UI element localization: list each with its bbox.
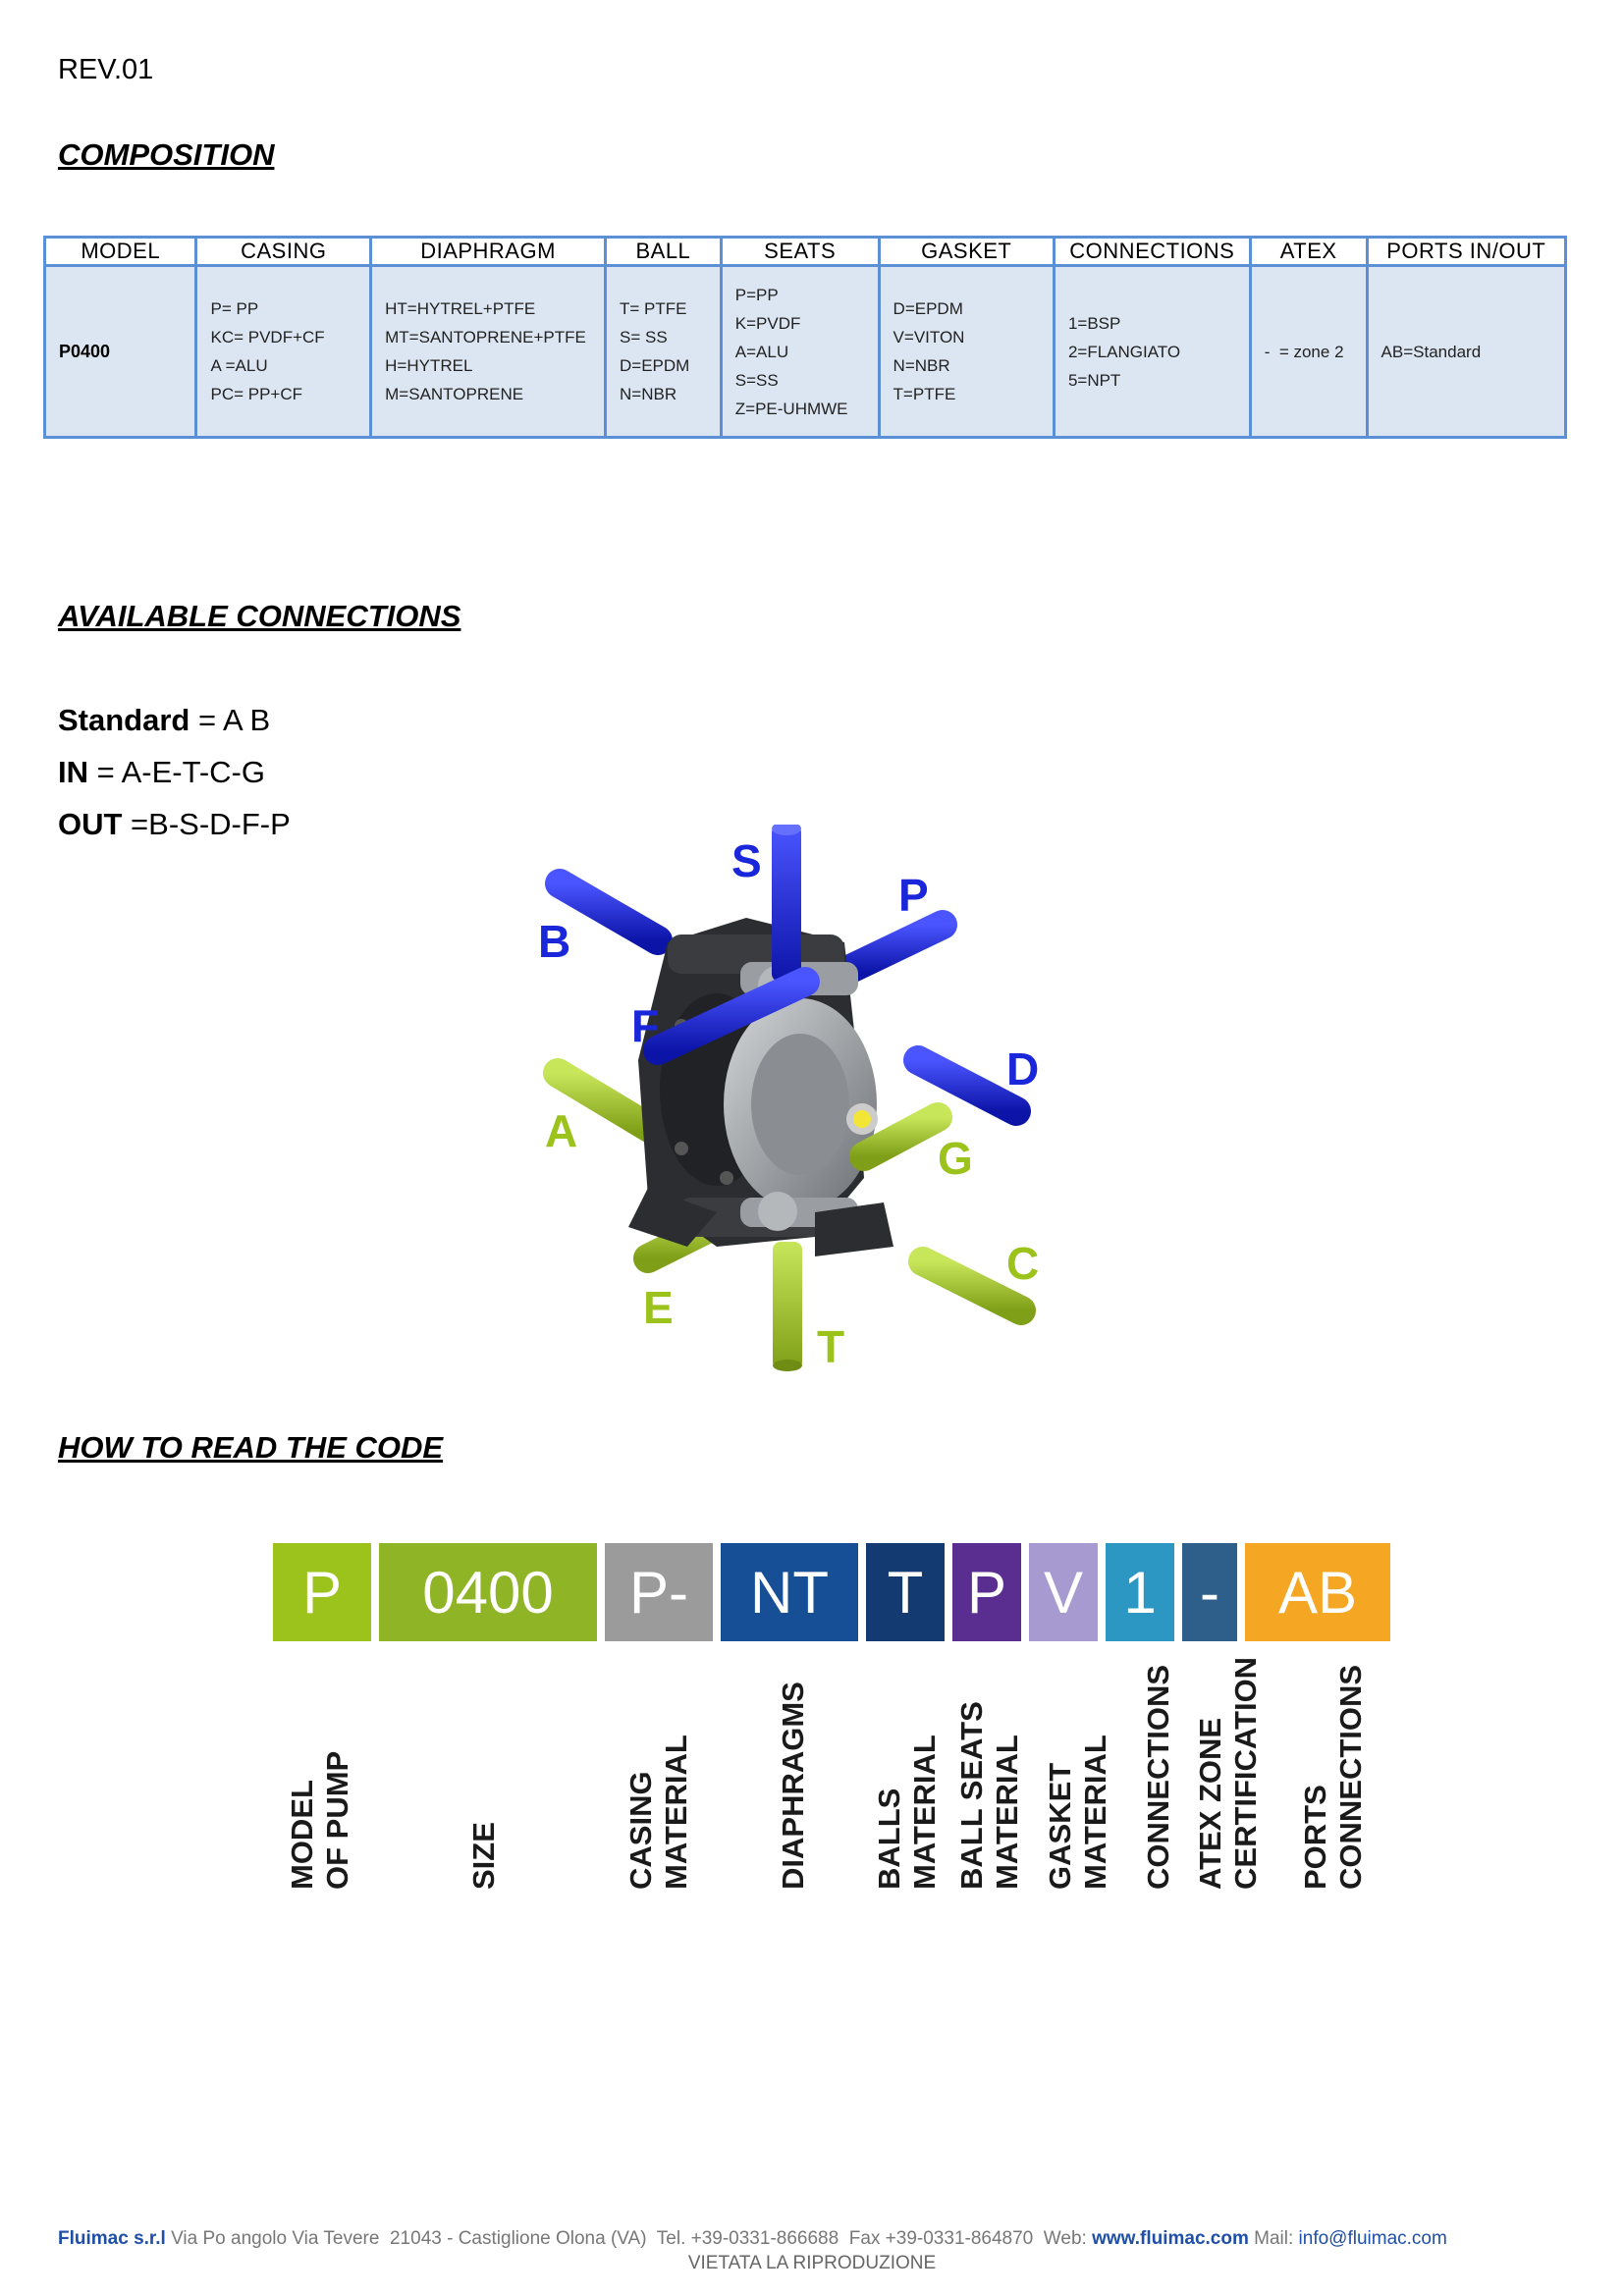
header-atex: ATEX: [1250, 238, 1367, 266]
gasket-option: N=NBR: [893, 356, 950, 375]
header-casing: CASING: [196, 238, 371, 266]
out-label: OUT: [58, 807, 123, 841]
label-line: OF PUMP: [320, 1750, 354, 1890]
footer-mail-label: Mail:: [1248, 2228, 1299, 2249]
ball-option: N=NBR: [620, 385, 677, 403]
label-line: DIAPHRAGMS: [776, 1682, 810, 1890]
letter-g: G: [938, 1133, 973, 1184]
letter-p: P: [898, 870, 929, 921]
standard-label: Standard: [58, 703, 190, 737]
pipe-p: [844, 925, 943, 972]
label-line: CERTIFICATION: [1228, 1656, 1263, 1890]
out-line: [58, 807, 291, 842]
standard-line: [58, 703, 270, 738]
letter-f: F: [631, 1000, 660, 1051]
diaphragm-option: M=SANTOPRENE: [385, 385, 524, 403]
letter-c: C: [1006, 1238, 1040, 1289]
label-line: MODEL: [285, 1780, 319, 1890]
code-segment-diaphragm: NT: [721, 1543, 858, 1641]
seats-option: P=PP: [734, 285, 779, 304]
code-segment-gasket: V: [1029, 1543, 1098, 1641]
gasket-option: V=VITON: [893, 328, 965, 347]
cell-ports: AB=Standard: [1367, 266, 1565, 438]
label-line: GASKET: [1043, 1762, 1077, 1890]
label-atex-zone-certification: [1193, 1657, 1264, 1890]
ball-option: D=EPDM: [620, 356, 690, 375]
footer-company: Fluimac s.r.l: [58, 2228, 166, 2249]
label-line: BALLS: [872, 1788, 906, 1890]
pump-body: [628, 918, 893, 1256]
ball-option: S= SS: [620, 328, 668, 347]
connections-option: 1=BSP: [1067, 313, 1121, 333]
label-line: CONNECTIONS: [1333, 1664, 1368, 1890]
cell-gasket: [879, 266, 1054, 438]
header-seats: SEATS: [721, 238, 879, 266]
code-segment-connections: 1: [1106, 1543, 1174, 1641]
composition-heading: COMPOSITION: [58, 137, 275, 172]
connections-option: 2=FLANGIATO: [1067, 342, 1181, 361]
label-model-of-pump: [285, 1751, 355, 1890]
cell-connections: [1054, 266, 1250, 438]
label-line: BALL SEATS: [954, 1701, 989, 1890]
header-ball: BALL: [606, 238, 722, 266]
label-gasket-material: [1043, 1735, 1113, 1890]
letter-b: B: [538, 916, 571, 967]
code-segment-atex: -: [1182, 1543, 1237, 1641]
pipe-s: [772, 825, 801, 982]
footer-mail-link[interactable]: info@fluimac.com: [1298, 2228, 1447, 2249]
header-gasket: GASKET: [879, 238, 1054, 266]
label-line: CASING: [623, 1771, 658, 1890]
label-line: SIZE: [466, 1822, 501, 1890]
label-size: [466, 1822, 502, 1890]
casing-option: KC= PVDF+CF: [210, 328, 325, 347]
code-segment-ports: AB: [1245, 1543, 1390, 1641]
header-ports: PORTS IN/OUT: [1367, 238, 1565, 266]
header-diaphragm: DIAPHRAGM: [371, 238, 606, 266]
table-header-row: [45, 238, 1566, 266]
header-model: MODEL: [45, 238, 196, 266]
letter-s: S: [731, 835, 762, 886]
table-row: [45, 266, 1566, 438]
cell-atex: - = zone 2: [1250, 266, 1367, 438]
footer-web-link[interactable]: www.fluimac.com: [1092, 2228, 1249, 2249]
label-line: ATEX ZONE: [1193, 1717, 1227, 1890]
label-casing-material: [623, 1735, 694, 1890]
diaphragm-option: H=HYTREL: [385, 356, 473, 375]
standard-value: = A B: [189, 703, 271, 737]
code-segment-ball: T: [866, 1543, 945, 1641]
cell-diaphragm: [371, 266, 606, 438]
code-segment-model: P: [273, 1543, 371, 1641]
gasket-option: T=PTFE: [893, 385, 956, 403]
gasket-option: D=EPDM: [893, 299, 963, 318]
seats-option: Z=PE-UHMWE: [734, 399, 848, 418]
code-strip: [273, 1543, 1417, 1641]
connections-option: 5=NPT: [1067, 370, 1121, 390]
casing-option: PC= PP+CF: [210, 385, 303, 403]
label-line: MATERIAL: [990, 1735, 1024, 1890]
diaphragm-option: MT=SANTOPRENE+PTFE: [385, 328, 586, 347]
label-line: MATERIAL: [1078, 1735, 1112, 1890]
how-to-read-heading: HOW TO READ THE CODE: [58, 1430, 444, 1465]
code-segment-seats: P: [952, 1543, 1021, 1641]
cell-ball: [606, 266, 722, 438]
footer-address: Via Po angolo Via Tevere 21043 - Castiglione Olona (VA) Tel. +39-0331-866688 Fax +39-0331-864870 Web:: [165, 2228, 1093, 2249]
letter-t: T: [817, 1321, 845, 1372]
label-line: MATERIAL: [659, 1735, 693, 1890]
code-segment-casing: P-: [605, 1543, 713, 1641]
in-label: IN: [58, 755, 88, 789]
letter-a: A: [545, 1105, 578, 1156]
revision-label: REV.01: [58, 54, 154, 85]
diaphragm-option: HT=HYTREL+PTFE: [385, 299, 536, 318]
code-segment-size: 0400: [379, 1543, 597, 1641]
available-connections-heading: AVAILABLE CONNECTIONS: [58, 599, 461, 633]
label-diaphragms: [776, 1682, 811, 1890]
ball-option: T= PTFE: [620, 299, 687, 318]
letter-d: D: [1006, 1043, 1040, 1095]
label-line: CONNECTIONS: [1141, 1664, 1175, 1890]
label-line: PORTS: [1298, 1785, 1332, 1890]
letter-e: E: [643, 1282, 674, 1333]
label-connections: [1141, 1665, 1176, 1890]
footer-contact: [58, 2228, 1447, 2250]
pipe-t: [773, 1242, 802, 1371]
seats-option: A=ALU: [734, 342, 789, 361]
label-line: MATERIAL: [907, 1735, 942, 1890]
label-ports-connections: [1298, 1665, 1369, 1890]
in-value: = A-E-T-C-G: [88, 755, 265, 789]
seats-option: S=SS: [734, 370, 779, 390]
cell-seats: [721, 266, 879, 438]
footer-notice: VIETATA LA RIPRODUZIONE: [687, 2253, 937, 2273]
out-value: =B-S-D-F-P: [122, 807, 291, 841]
header-connections: CONNECTIONS: [1054, 238, 1250, 266]
label-balls-material: [872, 1735, 943, 1890]
label-ball-seats-material: [954, 1701, 1025, 1890]
seats-option: K=PVDF: [734, 313, 801, 333]
casing-option: P= PP: [210, 299, 259, 318]
cell-model: P0400: [45, 266, 196, 438]
pump-illustration: [520, 825, 1070, 1374]
pump-diagram: [520, 825, 1070, 1374]
in-line: [58, 755, 265, 790]
composition-table: [43, 236, 1567, 439]
pipe-b: [560, 883, 658, 940]
cell-casing: [196, 266, 371, 438]
casing-option: A =ALU: [210, 356, 268, 375]
